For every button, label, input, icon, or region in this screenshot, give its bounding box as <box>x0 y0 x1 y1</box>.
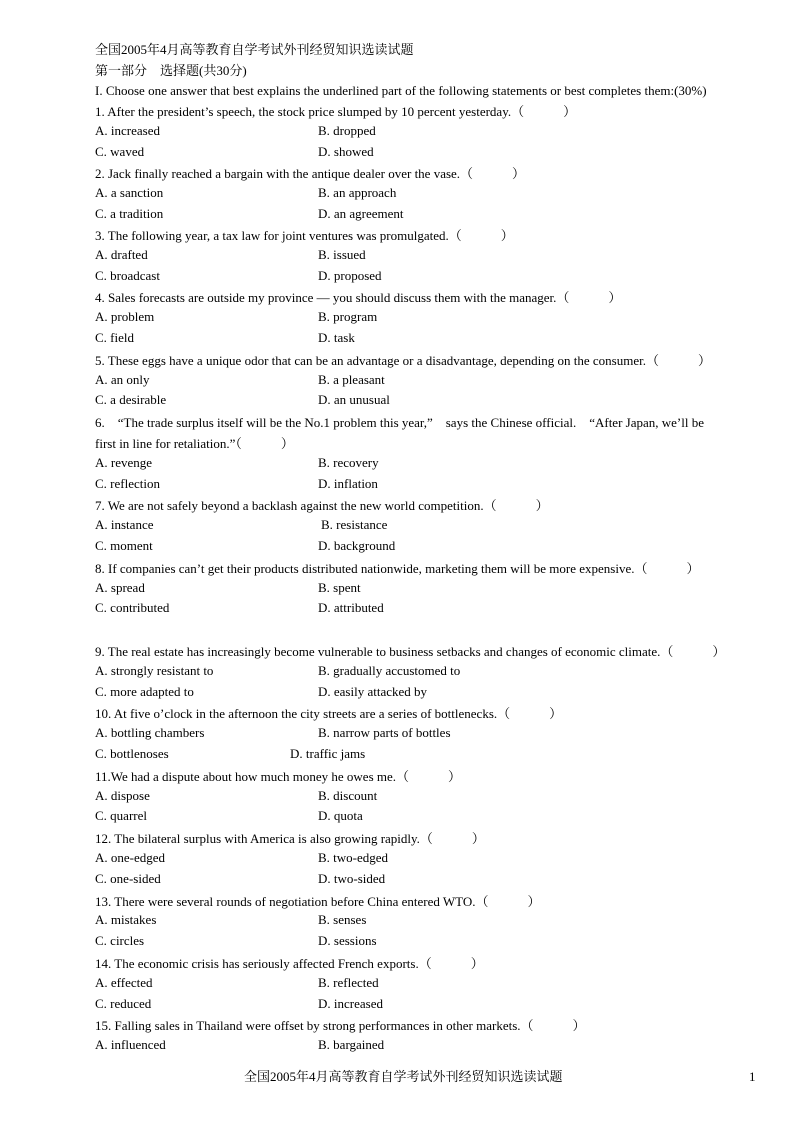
option-a: A. drafted <box>95 247 148 262</box>
option-b: B. a pleasant <box>318 372 385 387</box>
option-c: C. circles <box>95 933 145 948</box>
option-d: D. showed <box>318 144 374 159</box>
option-c: C. more adapted to <box>95 684 194 699</box>
question-text: 15. Falling sales in Thailand were offset by strong performances in other markets.（ ） <box>95 1018 586 1033</box>
part-heading: 第一部分 选择题(共30分) <box>95 63 247 78</box>
option-a: A. strongly resistant to <box>95 663 214 678</box>
option-b: B. bargained <box>318 1037 385 1052</box>
option-a: A. one-edged <box>95 850 166 865</box>
footer-title: 全国2005年4月高等教育自学考试外刊经贸知识选读试题 <box>244 1069 563 1084</box>
option-b: B. issued <box>318 247 366 262</box>
question-text: 10. At five o’clock in the afternoon the city streets are a series of bottlenecks.（ ） <box>95 706 563 721</box>
question-text: 14. The economic crisis has seriously affected French exports.（ ） <box>95 956 484 971</box>
option-b: B. reflected <box>318 975 379 990</box>
option-a: A. dispose <box>95 788 150 803</box>
option-a: A. problem <box>95 309 155 324</box>
option-b: B. narrow parts of bottles <box>318 725 451 740</box>
document-title: 全国2005年4月高等教育自学考试外刊经贸知识选读试题 <box>95 42 414 57</box>
question-text: 2. Jack finally reached a bargain with the antique dealer over the vase.（ ） <box>95 166 526 181</box>
option-c: C. broadcast <box>95 268 160 283</box>
question-text: 5. These eggs have a unique odor that can be an advantage or a disadvantage, depending on the consumer.（ ） <box>95 353 711 368</box>
option-b: B. two-edged <box>318 850 389 865</box>
option-b: B. spent <box>318 580 361 595</box>
option-a: A. instance <box>95 517 154 532</box>
option-c: C. reflection <box>95 476 160 491</box>
option-d: D. easily attacked by <box>318 684 428 699</box>
question-text: 4. Sales forecasts are outside my province — you should discuss them with the manager.（ ） <box>95 290 622 305</box>
option-b: B. an approach <box>318 185 397 200</box>
page-number: 1 <box>749 1069 756 1084</box>
question-text: 8. If companies can’t get their products distributed nationwide, marketing them will be more expensive.（ ） <box>95 561 700 576</box>
question-text-continued: first in line for retaliation.”（ ） <box>95 436 294 451</box>
option-d: D. two-sided <box>318 871 386 886</box>
option-a: A. spread <box>95 580 145 595</box>
question-text: 12. The bilateral surplus with America is also growing rapidly.（ ） <box>95 831 485 846</box>
option-c: C. one-sided <box>95 871 161 886</box>
option-a: A. effected <box>95 975 153 990</box>
option-d: D. sessions <box>318 933 377 948</box>
option-c: C. contributed <box>95 600 170 615</box>
option-c: C. waved <box>95 144 145 159</box>
question-text: 11.We had a dispute about how much money he owes me.（ ） <box>95 769 462 784</box>
section-instruction: I. Choose one answer that best explains the underlined part of the following statements or best completes them:(30%) <box>95 83 707 98</box>
option-a: A. a sanction <box>95 185 164 200</box>
option-c: C. moment <box>95 538 153 553</box>
question-text: 7. We are not safely beyond a backlash against the new world competition.（ ） <box>95 498 549 513</box>
option-d: D. increased <box>318 996 383 1011</box>
option-b: B. dropped <box>318 123 376 138</box>
option-c: C. bottlenoses <box>95 746 169 761</box>
option-d: D. an agreement <box>318 206 404 221</box>
option-b: B. senses <box>318 912 367 927</box>
option-a: A. an only <box>95 372 150 387</box>
option-c: C. quarrel <box>95 808 147 823</box>
option-c: C. a desirable <box>95 392 167 407</box>
option-c: C. field <box>95 330 134 345</box>
option-d: D. quota <box>318 808 363 823</box>
question-text: 1. After the president’s speech, the stock price slumped by 10 percent yesterday.（ ） <box>95 104 577 119</box>
question-text: 6. “The trade surplus itself will be the No.1 problem this year,” says the Chinese official. “After Japan, we’ll be <box>95 415 704 430</box>
option-d: D. attributed <box>318 600 384 615</box>
question-text: 13. There were several rounds of negotiation before China entered WTO.（ ） <box>95 894 541 909</box>
option-a: A. increased <box>95 123 160 138</box>
option-a: A. bottling chambers <box>95 725 205 740</box>
option-d: D. traffic jams <box>290 746 366 761</box>
option-a: A. influenced <box>95 1037 166 1052</box>
option-a: A. revenge <box>95 455 153 470</box>
option-b: B. program <box>318 309 378 324</box>
option-b: B. recovery <box>318 455 379 470</box>
question-text: 9. The real estate has increasingly become vulnerable to business setbacks and changes of economic climate.（ ） <box>95 644 726 659</box>
option-a: A. mistakes <box>95 912 157 927</box>
option-d: D. background <box>318 538 396 553</box>
option-d: D. an unusual <box>318 392 390 407</box>
page-footer <box>0 1067 794 1087</box>
option-c: C. reduced <box>95 996 152 1011</box>
option-b: B. resistance <box>321 517 388 532</box>
option-c: C. a tradition <box>95 206 164 221</box>
option-b: B. gradually accustomed to <box>318 663 461 678</box>
option-d: D. proposed <box>318 268 382 283</box>
option-d: D. task <box>318 330 355 345</box>
option-d: D. inflation <box>318 476 378 491</box>
question-text: 3. The following year, a tax law for joint ventures was promulgated.（ ） <box>95 228 514 243</box>
option-b: B. discount <box>318 788 378 803</box>
